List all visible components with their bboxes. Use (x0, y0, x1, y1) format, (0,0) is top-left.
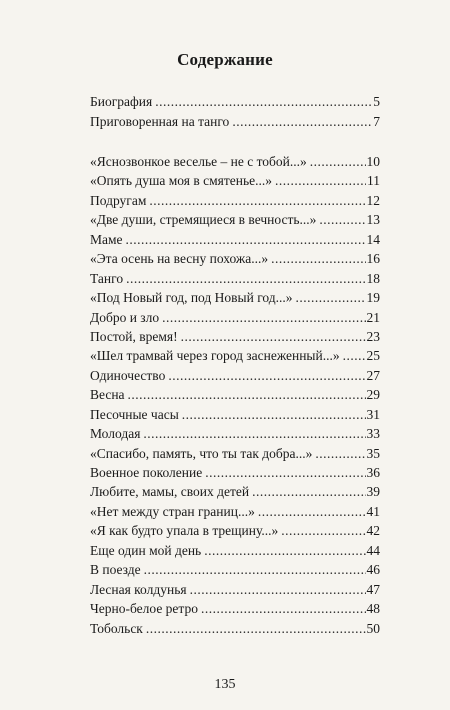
toc-entry-page: 5 (373, 94, 380, 109)
toc-entry (90, 385, 380, 404)
toc-dot-leader (271, 249, 365, 268)
toc-entry-page: 48 (366, 601, 380, 617)
toc-dot-leader (258, 502, 366, 521)
toc-dot-leader (310, 152, 366, 171)
toc-entry-title: Приговоренная на танго (90, 114, 230, 130)
toc-entry-page: 10 (366, 154, 380, 169)
toc-entry (90, 92, 380, 112)
toc-entry (90, 191, 380, 210)
toc-entry (90, 560, 380, 579)
toc-main-section (90, 152, 380, 638)
toc-dot-leader (162, 308, 365, 327)
toc-dot-leader (343, 346, 366, 365)
toc-entry-page: 14 (366, 231, 380, 247)
contents-title: Содержание (177, 50, 273, 69)
toc-dot-leader (182, 405, 366, 424)
toc-entry-title: Тобольск (90, 620, 143, 636)
toc-entry (90, 521, 380, 540)
toc-dot-leader (144, 560, 366, 579)
toc-entry-title: «Нет между стран границ...» (90, 503, 255, 519)
toc-dot-leader (126, 269, 365, 288)
toc-dot-leader (126, 230, 366, 249)
toc-dot-leader (281, 521, 365, 540)
toc-entry-page: 41 (366, 503, 380, 519)
toc-entry (90, 619, 380, 638)
toc-entry-page: 33 (366, 426, 380, 442)
toc-entry-page: 36 (366, 465, 380, 480)
toc-entry-page: 46 (366, 562, 380, 578)
toc-dot-leader (315, 444, 365, 463)
toc-entry (90, 171, 380, 190)
toc-entry-page: 18 (366, 270, 380, 286)
toc-entry (90, 366, 380, 385)
toc-entry-page: 29 (366, 387, 380, 403)
toc-entry-title: Танго (90, 270, 124, 286)
toc-top-section (90, 92, 380, 133)
toc-dot-leader (143, 424, 365, 443)
toc-entry-title: «Опять душа моя в смятенье...» (90, 173, 272, 189)
toc-entry-page: 35 (366, 445, 380, 461)
toc-entry-page: 16 (366, 251, 380, 267)
toc-entry-page: 39 (366, 484, 380, 500)
toc-entry-title: Одиночество (90, 367, 166, 383)
toc-entry-page: 42 (366, 523, 380, 539)
toc-dot-leader (146, 619, 366, 638)
toc-dot-leader (275, 171, 366, 190)
toc-entry (90, 288, 380, 307)
toc-entry-page: 47 (366, 581, 380, 597)
toc-entry-title: «Две души, стремящиеся в вечность...» (90, 212, 317, 228)
toc-entry-title: Военное поколение (90, 465, 203, 480)
toc-entry (90, 463, 380, 482)
toc-dot-leader (205, 463, 365, 482)
toc-entry-title: «Под Новый год, под Новый год...» (90, 290, 293, 306)
toc-entry (90, 405, 380, 424)
toc-entry (90, 346, 380, 365)
toc-entry (90, 482, 380, 501)
toc-entry-title: Лесная колдунья (90, 581, 187, 597)
toc-entry-title: Еще один мой день (90, 542, 202, 558)
toc-dot-leader (190, 580, 366, 599)
toc-entry-page: 7 (373, 114, 380, 130)
toc-entry (90, 249, 380, 268)
toc-entry-title: Постой, время! (90, 328, 178, 344)
toc-entry (90, 327, 380, 346)
toc-entry (90, 210, 380, 229)
toc-entry (90, 308, 380, 327)
toc-entry-title: «Яснозвонкое веселье – не с тобой...» (90, 154, 307, 169)
toc-entry (90, 269, 380, 288)
toc-dot-leader (168, 366, 365, 385)
toc-entry (90, 230, 380, 249)
toc-entry (90, 580, 380, 599)
toc-entry-title: Песочные часы (90, 406, 179, 422)
toc-dot-leader (201, 599, 366, 618)
toc-entry-title: «Я как будто упала в трещину...» (90, 523, 279, 539)
toc-entry (90, 541, 380, 560)
toc-entry (90, 599, 380, 618)
toc-entry-title: Добро и зло (90, 309, 160, 325)
toc-dot-leader (319, 210, 365, 229)
toc-entry-page: 21 (366, 309, 380, 325)
toc-entry (90, 152, 380, 171)
toc-entry-title: «Эта осень на весну похожа...» (90, 251, 269, 267)
toc-entry-title: Весна (90, 387, 125, 403)
toc-entry-title: Биография (90, 94, 153, 109)
toc-entry-page: 13 (366, 212, 380, 228)
toc-entry-page: 50 (366, 620, 380, 636)
toc-entry-title: Любите, мамы, своих детей (90, 484, 250, 500)
toc-dot-leader (149, 191, 365, 210)
toc-entry (90, 444, 380, 463)
toc-entry-page: 23 (366, 328, 380, 344)
toc-dot-leader (155, 92, 372, 112)
toc-entry-title: Молодая (90, 426, 141, 442)
toc-entry-title: Подругам (90, 192, 147, 208)
toc-entry-page: 31 (366, 406, 380, 422)
page-number: 135 (214, 677, 236, 692)
toc-dot-leader (204, 541, 365, 560)
toc-entry-title: «Спасибо, память, что ты так добра...» (90, 445, 313, 461)
toc-entry-title: Черно-белое ретро (90, 601, 198, 617)
toc-dot-leader (232, 112, 372, 132)
toc-entry-title: «Шел трамвай через город заснеженный...» (90, 348, 340, 364)
toc-entry-page: 12 (366, 192, 380, 208)
toc-entry-page: 27 (366, 367, 380, 383)
toc-entry-page: 19 (366, 290, 380, 306)
toc-entry-title: Маме (90, 231, 123, 247)
toc-dot-leader (296, 288, 366, 307)
toc-entry (90, 424, 380, 443)
toc-entry-title: В поезде (90, 562, 141, 578)
toc-dot-leader (252, 482, 365, 501)
toc-entry-page: 11 (367, 173, 380, 189)
toc-entry-page: 25 (366, 348, 380, 364)
toc-entry (90, 112, 380, 132)
toc-dot-leader (181, 327, 366, 346)
toc-entry-page: 44 (366, 542, 380, 558)
toc-dot-leader (128, 385, 366, 404)
toc-entry (90, 502, 380, 521)
